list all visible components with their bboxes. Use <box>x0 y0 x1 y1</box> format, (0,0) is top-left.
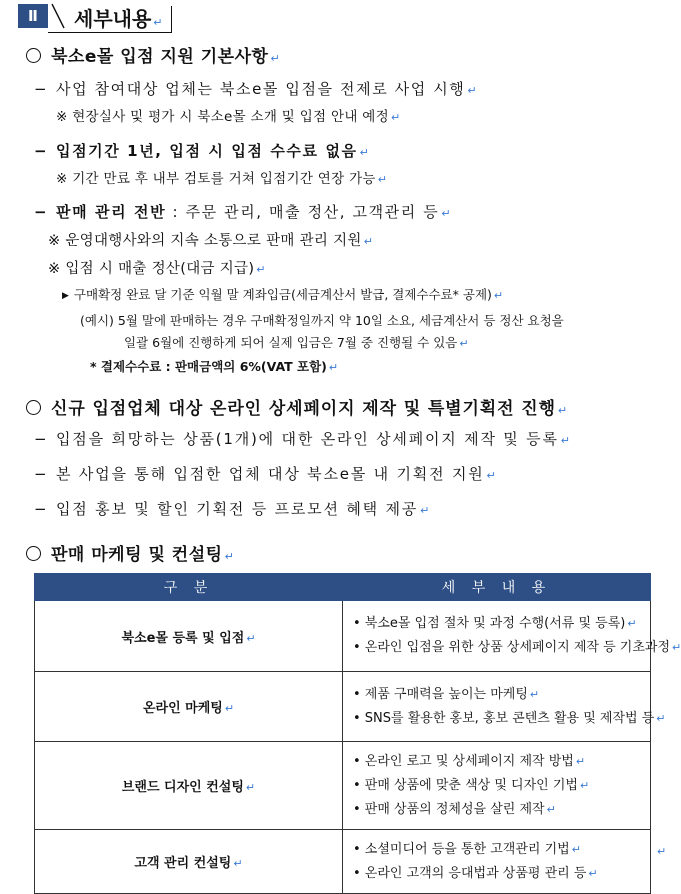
table-cell-details <box>343 742 651 830</box>
section2-title: 신규 입점업체 대상 온라인 상세페이지 제작 및 특별기획전 진행 ↵ <box>26 394 568 419</box>
header-diagonal-divider <box>50 2 66 30</box>
table-cell-details <box>343 601 681 672</box>
table-cell-category: 온라인 마케팅 ↵ <box>35 672 343 742</box>
section1-bullet3-note2: ※ 입점 시 매출 정산(대금 지급) ↵ <box>48 261 266 277</box>
section-number-badge: Ⅱ <box>18 4 48 28</box>
section1-bullet3: − 판매 관리 전반 : 주문 관리, 매출 정산, 고객관리 등 ↵ <box>34 203 453 221</box>
table-header-row <box>35 574 651 601</box>
section1-bullet2: − 입점기간 1년, 입점 시 입점 수수료 없음 ↵ <box>34 142 371 160</box>
circle-bullet-icon <box>26 546 41 561</box>
table-row <box>35 830 651 894</box>
detail-line: • 온라인 로고 및 상세페이지 제작 방법 ↵ <box>353 753 586 769</box>
section1-settlement-detail: ▶ 구매확정 완료 달 기준 익월 말 계좌입금(세금계산서 발급, 결제수수료* 공제) ↵ <box>62 287 504 302</box>
section2-bullet1: − 입점을 희망하는 상품(1개)에 대한 온라인 상세페이지 제작 및 등록 ↵ <box>34 430 572 448</box>
detail-line: • 제품 구매력을 높이는 마케팅 ↵ <box>353 686 540 702</box>
section1-example-line2: 일괄 6월에 진행하게 되어 실제 입금은 7월 중 진행될 수 있음 ↵ <box>124 335 469 350</box>
table-row <box>35 742 651 830</box>
detail-line: • 온라인 고객의 응대법과 상품평 관리 등 ↵ <box>353 865 598 881</box>
detail-line: • 판매 상품의 정체성을 살린 제작 ↵ <box>353 801 556 817</box>
table-header-details: 세 부 내 용 <box>343 574 651 601</box>
detail-line: • 판매 상품에 맞춘 색상 및 디자인 기법 ↵ <box>353 777 590 793</box>
header-frame-right <box>171 6 172 32</box>
triangle-bullet-icon: ▶ <box>62 291 69 301</box>
section1-bullet2-note: ※ 기간 만료 후 내부 검토를 거쳐 입점기간 연장 가능 ↵ <box>56 171 388 187</box>
section1-bullet3-note1: ※ 운영대행사와의 지속 소통으로 판매 관리 지원 ↵ <box>48 233 374 249</box>
table-header-category: 구 분 <box>35 574 343 601</box>
section3-title: 판매 마케팅 및 컨설팅 ↵ <box>26 540 234 565</box>
table-cell-details <box>343 830 651 894</box>
section1-bullet1-note: ※ 현장실사 및 평가 시 북소e몰 소개 및 입점 안내 예정 ↵ <box>56 109 401 125</box>
table-cell-category: 고객 관리 컨설팅 ↵ <box>35 830 343 894</box>
table-cell-category: 브랜드 디자인 컨설팅 ↵ <box>35 742 343 830</box>
circle-bullet-icon <box>26 400 41 415</box>
section2-bullet3: − 입점 홍보 및 할인 기획전 등 프로모션 혜택 제공 ↵ <box>34 500 432 518</box>
circle-bullet-icon <box>26 48 41 63</box>
detail-line: • 소셜미디어 등을 통한 고객관리 기법 ↵ <box>353 841 581 857</box>
table-cell-details <box>343 672 666 742</box>
section1-bullet1: − 사업 참여대상 업체는 북소e몰 입점을 전제로 사업 시행 ↵ <box>34 80 479 98</box>
paragraph-mark-icon: ↵ <box>657 845 667 858</box>
section1-title: 북소e몰 입점 지원 기본사항 ↵ <box>26 42 280 67</box>
detail-line: • 온라인 입점을 위한 상품 상세페이지 제작 등 기초과정 ↵ <box>353 640 681 655</box>
table-cell-category: 북소e몰 등록 및 입점 ↵ <box>35 601 343 672</box>
detail-line: • SNS를 활용한 홍보, 홍보 콘텐츠 활용 및 제작법 등 ↵ <box>353 710 666 726</box>
page-title: 세부내용 ↵ <box>74 7 163 31</box>
section1-example-line1: (예시) 5월 말에 판매하는 경우 구매확정일까지 약 10일 소요, 세금계산서 등 정산 요청을 <box>80 313 564 328</box>
section2-bullet2: − 본 사업을 통해 입점한 업체 대상 북소e몰 내 기획전 지원 ↵ <box>34 465 498 483</box>
table-row <box>35 672 651 742</box>
table-row <box>35 601 651 672</box>
section1-fee-note: * 결제수수료 : 판매금액의 6%(VAT 포함) ↵ <box>90 359 339 374</box>
marketing-consulting-table <box>34 573 681 894</box>
detail-line: • 북소e몰 입점 절차 및 과정 수행(서류 및 등록) ↵ <box>353 616 637 631</box>
header-frame-bottom <box>48 32 172 33</box>
